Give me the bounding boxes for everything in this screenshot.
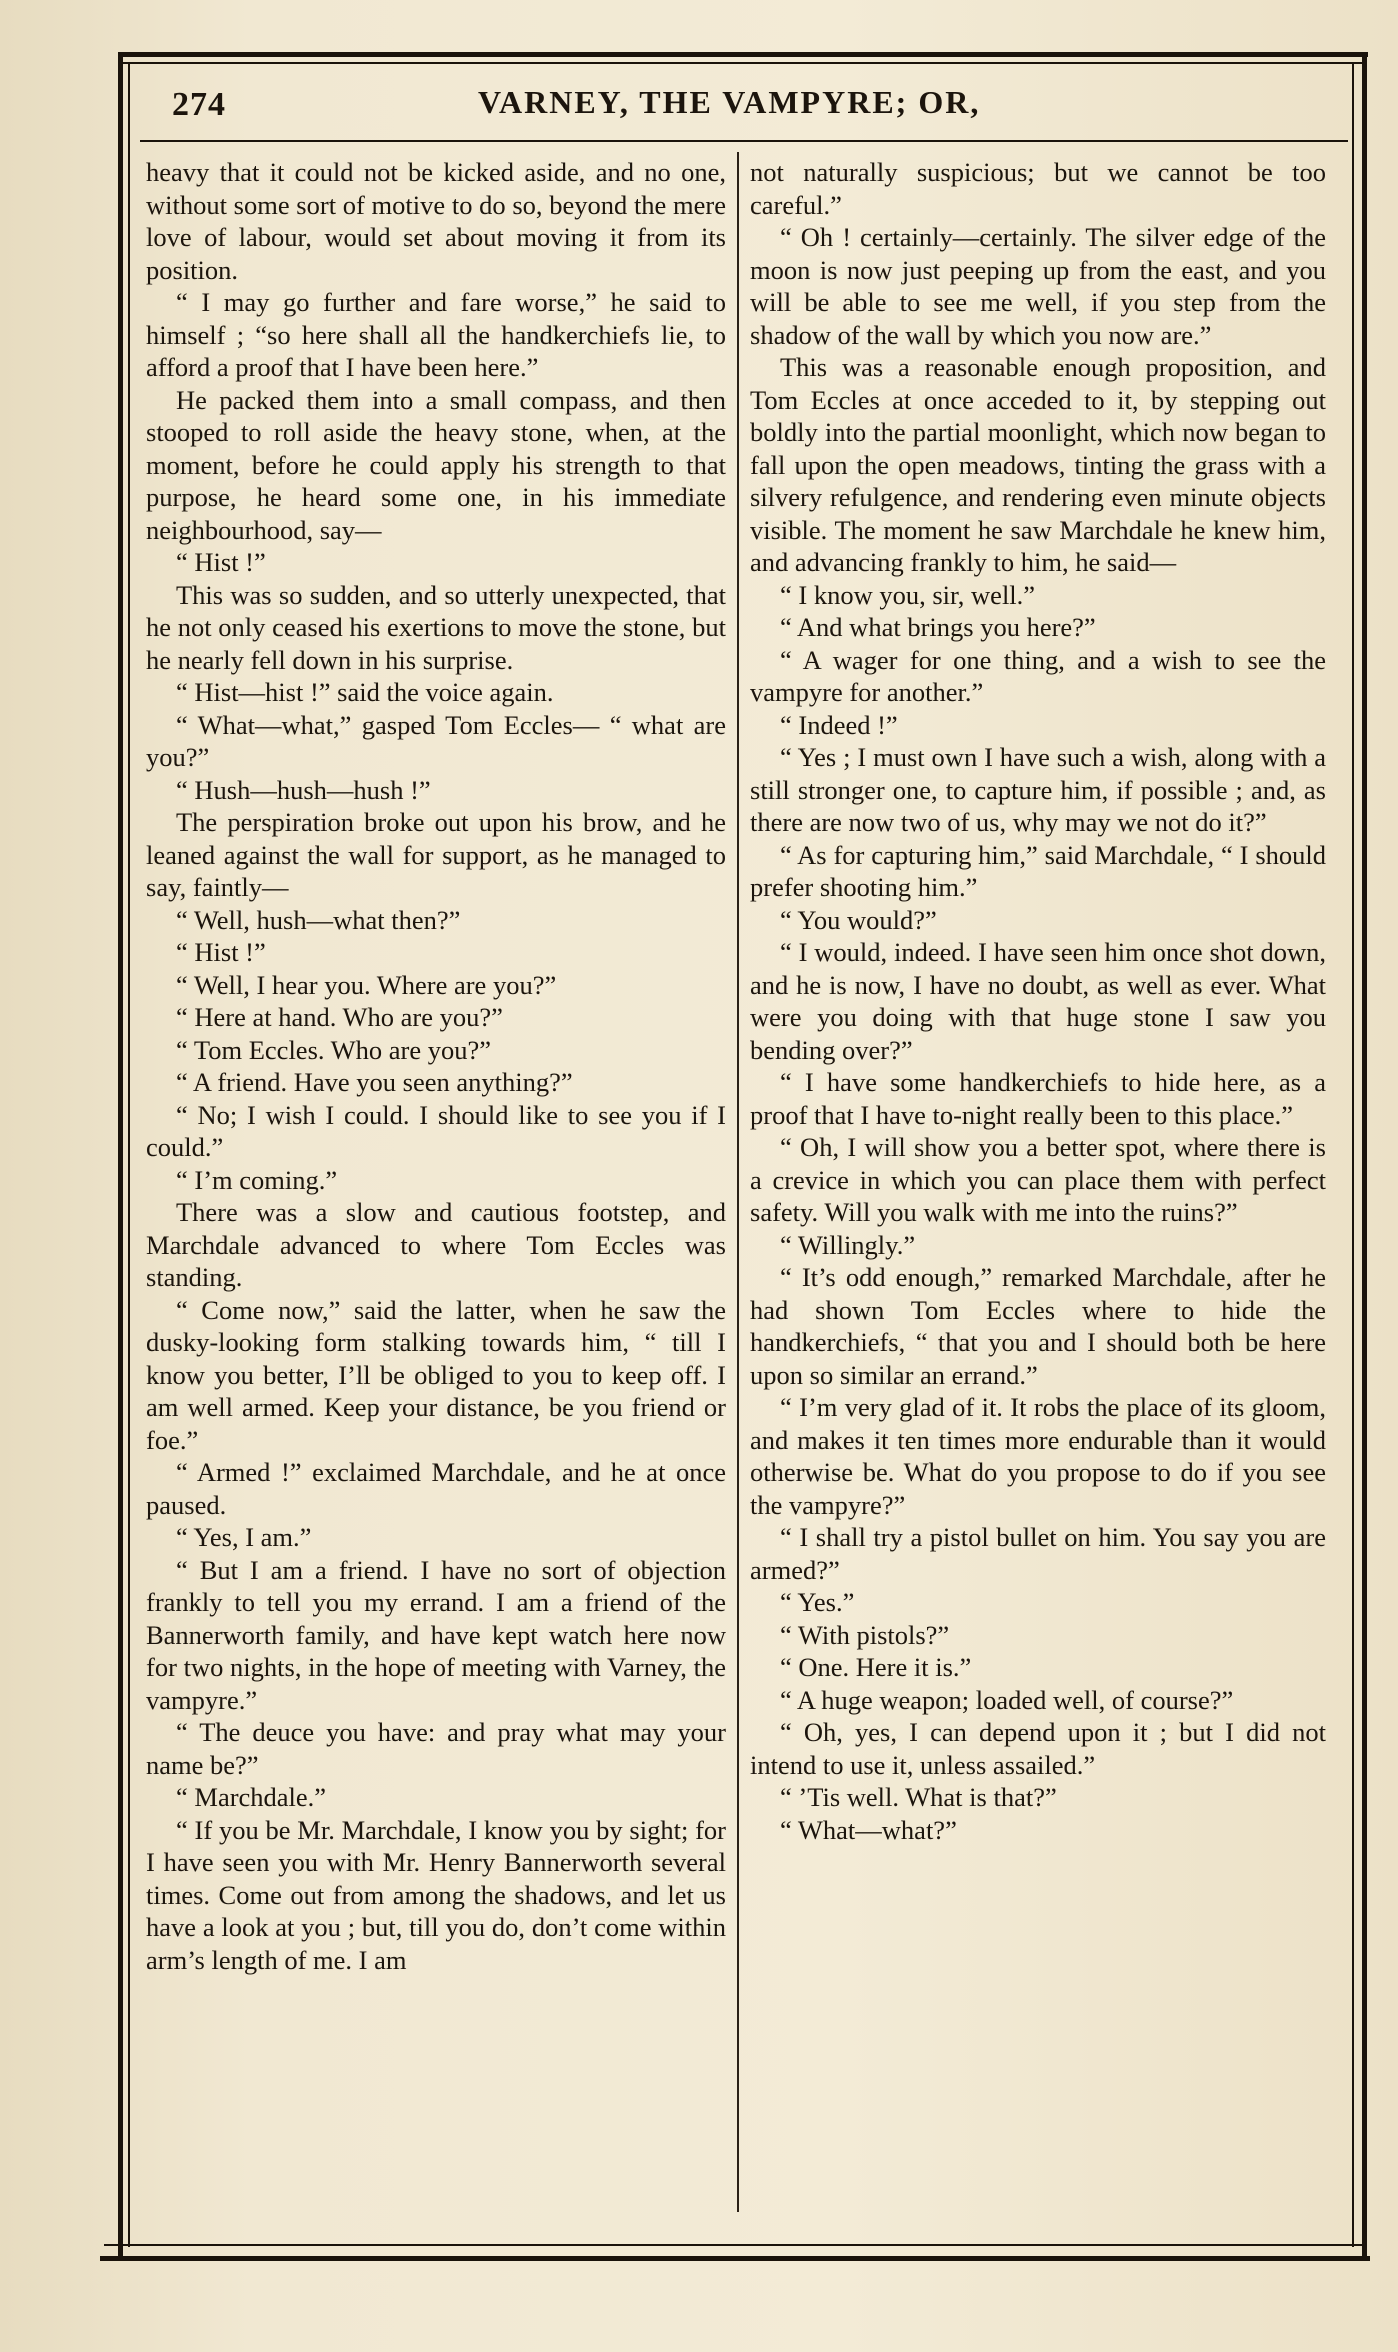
paragraph: This was so sudden, and so utterly unexpected, that he not only ceased his exertions to move the stone, but he nearly fell down in his surprise.	[146, 579, 726, 675]
paragraph: “ Well, hush—what then?”	[176, 904, 461, 935]
paragraph: There was a slow and cautious footstep, and Marchdale advanced to where Tom Eccles was standing.	[146, 1197, 726, 1292]
paragraph: “ If you be Mr. Marchdale, I know you by sight; for I have seen you with Mr. Henry Bannerworth several times. Come out from among the shadows, and let us have a look at you ; but, till you do, don’t come within arm’s length of me. I am	[146, 1814, 726, 1975]
bottom-inner-rule	[104, 2244, 1366, 2246]
header-rule	[140, 140, 1348, 142]
paragraph: “ A huge weapon; loaded well, of course?”	[780, 1684, 1234, 1715]
paragraph: “ Indeed !”	[780, 709, 898, 740]
column-divider-rule	[737, 152, 739, 2212]
paragraph: “ I would, indeed. I have seen him once shot down, and he is now, I have no doubt, as well as ever. What were you doing with that huge stone I saw you bending over?”	[750, 937, 1326, 1065]
right-text-column	[750, 156, 1326, 1846]
paragraph: “ Tom Eccles. Who are you?”	[176, 1034, 492, 1065]
paragraph: “ Hist !”	[176, 547, 266, 577]
paragraph: “ And what brings you here?”	[780, 612, 1096, 642]
top-border-rule	[118, 52, 1368, 57]
paragraph: The perspiration broke out upon his brow, and he leaned against the wall for support, as he managed to say, faintly—	[146, 807, 726, 902]
bottom-border-rule	[100, 2256, 1370, 2261]
paragraph: “ What—what,” gasped Tom Eccles— “ what are you?”	[146, 709, 726, 772]
paragraph: “ Hist !”	[176, 937, 266, 967]
paragraph: “ Come now,” said the latter, when he saw the dusky-looking form stalking towards him, “ till I know you better, I’ll be obliged to you to keep off. I am well armed. Keep your distance, be you friend or foe.”	[146, 1294, 726, 1455]
top-inner-rule	[122, 62, 1362, 64]
paragraph: “ Oh, yes, I can depend upon it ; but I did not intend to use it, unless assailed.”	[750, 1717, 1326, 1780]
paragraph: “ But I am a friend. I have no sort of objection frankly to tell you my errand. I am a friend of the Bannerworth family, and have kept watch here now for two nights, in the hope of meeting with Varney, the vampyre.”	[146, 1554, 726, 1715]
paragraph: “ As for capturing him,” said Marchdale, “ I should prefer shooting him.”	[750, 839, 1326, 902]
paragraph: “ You would?”	[780, 904, 937, 935]
paragraph: “ Yes, I am.”	[176, 1522, 312, 1552]
paragraph: not naturally suspicious; but we cannot be too careful.”	[750, 157, 1326, 220]
paragraph: “ What—what?”	[780, 1814, 957, 1845]
paragraph: “ With pistols?”	[780, 1619, 950, 1650]
paragraph: “ I’m very glad of it. It robs the place of its gloom, and makes it ten times more endurable than it would otherwise be. What do you propose to do if you see the vampyre?”	[750, 1392, 1326, 1520]
paragraph: He packed them into a small compass, and then stooped to roll aside the heavy stone, when, at the moment, before he could apply his strength to that purpose, he heard some one, in his immediate neighbourhood, say—	[146, 384, 726, 545]
paragraph: “ Yes ; I must own I have such a wish, along with a still stronger one, to capture him, if possible ; and, as there are now two of us, why may we not do it?”	[750, 742, 1326, 837]
paragraph: “ Well, I hear you. Where are you?”	[176, 969, 557, 1000]
paragraph: “ Yes.”	[780, 1587, 855, 1617]
page-number: 274	[172, 86, 226, 123]
paragraph: “ Hush—hush—hush !”	[176, 774, 431, 805]
paragraph: “ It’s odd enough,” remarked Marchdale, after he had shown Tom Eccles where to hide the handkerchiefs, “ that you and I should both be here upon so similar an errand.”	[750, 1262, 1326, 1390]
paragraph: “ A friend. Have you seen anything?”	[176, 1067, 573, 1097]
paragraph: “ ’Tis well. What is that?”	[780, 1782, 1057, 1812]
paragraph: “ The deuce you have: and pray what may your name be?”	[146, 1717, 726, 1780]
paragraph: This was a reasonable enough proposition, and Tom Eccles at once acceded to it, by stepping out boldly into the partial moonlight, which now began to fall upon the open meadows, tinting the grass with a silvery refulgence, and rendering even minute objects visible. The moment he saw Marchdale he knew him, and advancing frankly to him, he said—	[750, 352, 1326, 577]
paragraph: “ A wager for one thing, and a wish to see the vampyre for another.”	[750, 644, 1326, 707]
running-title: VARNEY, THE VAMPYRE; OR,	[478, 84, 981, 120]
paragraph: heavy that it could not be kicked aside, and no one, without some sort of motive to do so, beyond the mere love of labour, would set about moving it from its position.	[146, 157, 726, 285]
paragraph: “ Marchdale.”	[176, 1782, 327, 1812]
paragraph: “ Oh ! certainly—certainly. The silver edge of the moon is now just peeping up from the east, and you will be able to see me well, if you step from the shadow of the wall by which you now are.”	[750, 222, 1326, 350]
paragraph: “ Hist—hist !” said the voice again.	[176, 677, 554, 707]
paragraph: “ I shall try a pistol bullet on him. You say you are armed?”	[750, 1522, 1326, 1585]
paragraph: “ I may go further and fare worse,” he said to himself ; “so here shall all the handkerchiefs lie, to afford a proof that I have been here.”	[146, 287, 726, 382]
right-inner-rule	[1352, 62, 1354, 2247]
paragraph: “ One. Here it is.”	[780, 1652, 972, 1682]
paragraph: “ I’m coming.”	[176, 1164, 338, 1195]
left-text-column	[146, 156, 726, 1976]
right-border-rule	[1362, 52, 1367, 2257]
paragraph: “ Armed !” exclaimed Marchdale, and he at once paused.	[146, 1457, 726, 1520]
paragraph: “ Here at hand. Who are you?”	[176, 1002, 503, 1032]
left-inner-rule	[128, 62, 130, 2247]
left-border-rule	[118, 52, 123, 2257]
paragraph: “ Willingly.”	[780, 1229, 916, 1260]
paragraph: “ I know you, sir, well.”	[780, 579, 1036, 610]
paragraph: “ I have some handkerchiefs to hide here, as a proof that I have to-night really been to this place.”	[750, 1067, 1326, 1130]
paragraph: “ Oh, I will show you a better spot, where there is a crevice in which you can place them with perfect safety. Will you walk with me into the ruins?”	[750, 1132, 1326, 1227]
paragraph: “ No; I wish I could. I should like to see you if I could.”	[146, 1099, 726, 1162]
